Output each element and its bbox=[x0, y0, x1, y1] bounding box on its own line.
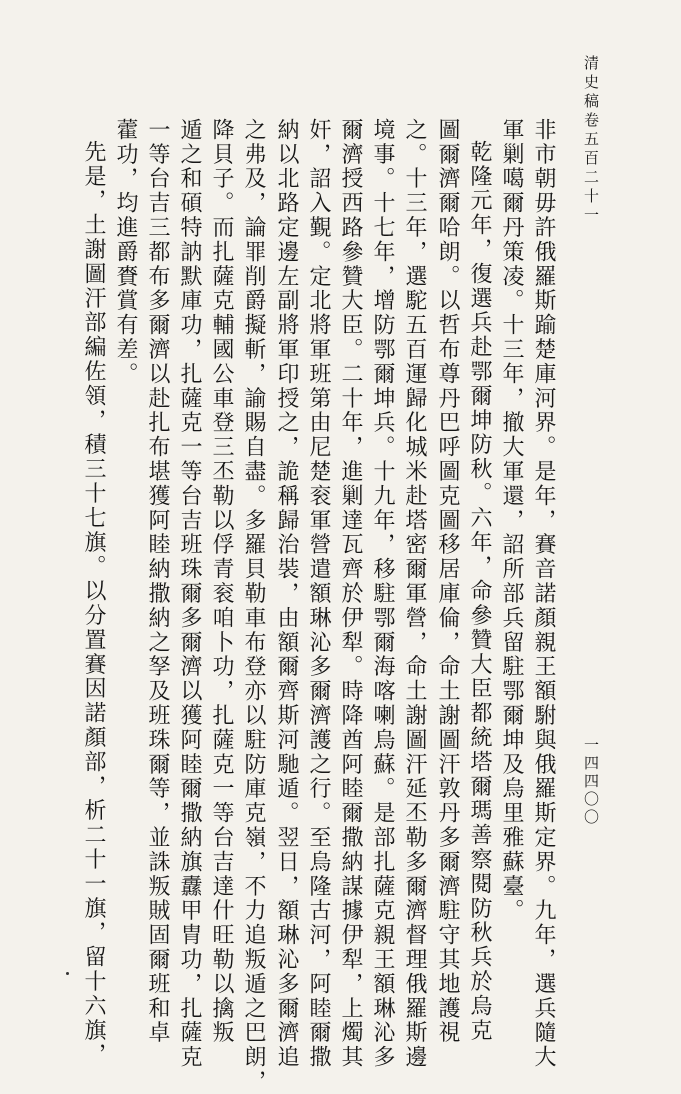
text-column-9: 納以北路定邊左副將軍印授之，詭稱歸治裝，由額爾齊斯河馳遁。翌日，額琳沁多爾濟追 bbox=[274, 118, 299, 1070]
text-column-12: 遁之和碩特訥默庫功，扎薩克一等台吉班珠爾多爾濟以獲阿睦爾撒納旗纛甲胄功，扎薩克 bbox=[177, 118, 202, 1070]
page-number: 一四四〇〇 bbox=[582, 737, 600, 827]
text-column-3: 乾隆元年，復選兵赴鄂爾坤防秋。六年，命參贊大臣都統塔爾瑪善察閱防秋兵於烏克 bbox=[467, 140, 492, 1043]
text-column-14: 藿功，均進爵賚賞有差。 bbox=[113, 118, 138, 387]
text-column-11: 降貝子。而扎薩克輔國公車登三丕勒以俘青衮咱卜功，扎薩克一等台吉達什旺勒以擒叛 bbox=[209, 118, 234, 1046]
text-column-7: 爾濟授西路參贊大臣。二十年，進剿達瓦齊於伊犁。時降酋阿睦爾撒納謀據伊犁，上燭其 bbox=[338, 118, 363, 1070]
text-column-8: 奸，詔入覲。定北將軍班第由尼楚衮軍營遣額琳沁多爾濟護之行。至烏隆古河，阿睦爾撒 bbox=[306, 118, 331, 1070]
text-column-10: 之弗及，論罪削爵擬斬，諭賜自盡。多羅貝勒車布登亦以駐防庫克嶺，不力追叛遁之巴朗， bbox=[241, 118, 266, 1094]
text-column-5: 之。十三年，選駝五百運歸化城米赴塔密爾軍營，命土謝圖汗延丕勒多爾濟督理俄羅斯邊 bbox=[402, 118, 427, 1070]
scan-speck bbox=[66, 972, 69, 975]
text-column-13: 一等台吉三都布多爾濟以赴扎布堪獲阿睦納撒納之孥及班珠爾等，並誅叛賊固爾班和卓 bbox=[145, 118, 170, 1046]
book-title-header: 清史稿卷五百二十一 bbox=[582, 55, 600, 226]
text-column-15: 先是，土謝圖汗部編佐領，積三十七旗。以分置賽因諾顏部，析二十一旗，留十六旗， bbox=[81, 140, 106, 1068]
text-column-2: 軍剿噶爾丹策凌。十三年，撤大軍還，詔所部兵留駐鄂爾坤及烏里雅蘇臺。 bbox=[499, 118, 524, 924]
text-column-1: 非市朝毋許俄羅斯踰楚庫河界。是年，賽音諾顏親王額駙與俄羅斯定界。九年，選兵隨大 bbox=[531, 118, 556, 1070]
text-column-6: 境事。十七年，增防鄂爾坤兵。十九年，移駐鄂爾海喀喇烏蘇。是部扎薩克親王額琳沁多 bbox=[370, 118, 395, 1070]
text-column-4: 圖爾濟爾哈朗。以哲布尊丹巴呼圖克圖移居庫倫，命土謝圖汗敦丹多爾濟駐守其地護視 bbox=[435, 118, 460, 1046]
